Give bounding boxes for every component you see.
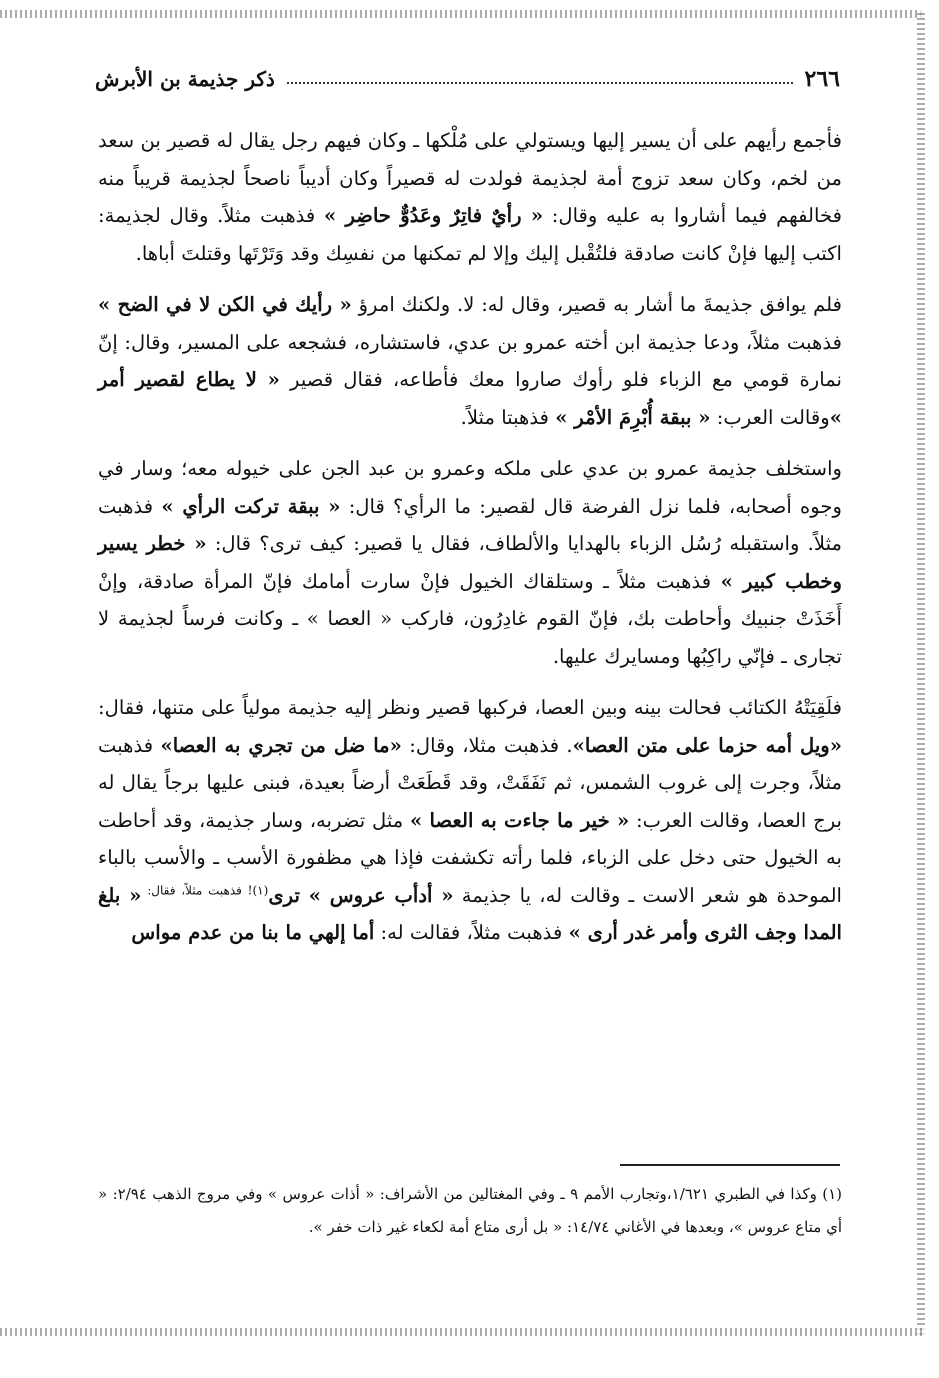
text-segment: فذهبت مثلاً ـ وستلقاك الخيول فإنْ سارت أمامك فإنّ المرأة صادقة، وإنْ أَخَذَتْ جنبيك وأحاطت بك، فإنّ القوم غادِرُون، فاركب « العصا » ـ وكانت فرساً لجذيمة لا تجارى ـ فإنّي راكِبُها ومسايرك عليها. — [98, 569, 842, 668]
text-segment: فذهبتا مثلاً. — [460, 405, 556, 429]
bottom-decorative-border — [0, 1328, 925, 1336]
text-segment: فذهبت مثلاً، وجرت إلى غروب الشمس، ثم نَفَقَتْ، وقد قَطَعَتْ أرضاً بعيدة، فبنى عليها برجاً يقال له برج العصا، وقالت العرب: — [98, 733, 842, 832]
text-segment: وقالت العرب: — [710, 405, 830, 429]
text-segment: مثل تضربه، وسار جذيمة، وقد أحاطت به الخيول حتى دخل على الزباء، فلما رأته تكشفت فإذا هي مظفورة الأسب ـ والأسب بالباء الموحدة هو شعر الاست ـ وقالت له، يا جذيمة — [98, 808, 842, 907]
footnote-marker: (١)! فذهبت مثلاً، فقال: — [141, 882, 269, 897]
proverb: « بلغ المدا وجف الثرى وأمر غدر أرى » — [98, 883, 842, 944]
proverb: « أدأب عروس » ترى — [268, 883, 454, 907]
footnote — [98, 1178, 842, 1244]
text-segment: فذهبت مثلاً. وقال لجذيمة: اكتب إليها فإنْ كانت صادقة فلتُقْبل إليك وإلا لم تمكنها من نفسِك وقد وَتَرْتَها وقتلتَ أباها. — [98, 204, 842, 265]
text-segment: . فذهبت مثلا، وقال: — [401, 733, 573, 757]
proverb: « رأيك في الكن لا في الضح » — [98, 293, 352, 316]
proverb: « خطر يسير وخطب كبير » — [98, 532, 842, 593]
paragraph — [98, 450, 842, 675]
page-header — [95, 62, 840, 96]
footnote-text: (١) وكذا في الطبري ١/٦٢١،وتجارب الأمم ٩ ـ وفي المغتالين من الأشراف: « أذات عروس » وفي مروج الذهب ٢/٩٤: « أي متاع عروس »، وبعدها في الأغاني ١٤/٧٤: « بل أرى متاع أمة لكعاء غير ذات خفر ». — [98, 1185, 843, 1236]
right-decorative-border — [917, 10, 925, 1335]
footnote-separator — [620, 1164, 840, 1166]
page-number: ٢٦٦ — [804, 66, 840, 92]
text-segment: فذهبت مثلاً، فقالت له: — [374, 921, 569, 944]
proverb: « لا يطاع لقصير أمر » — [98, 368, 842, 429]
paragraph — [98, 122, 842, 272]
text-segment: فلَقِيَتْهُ الكتائب فحالت بينه وبين العصا، فركبها قصير ونظر إليه جذيمة مولياً على متنها، فقال: — [98, 696, 842, 719]
proverb: «ويل أمه حزما على متن العصا» — [572, 733, 842, 757]
text-segment: فذهبت مثلاً، ودعا جذيمة ابن أخته عمرو بن عدي، فاستشاره، فشجعه على المسير، وقال: إنّ نمارة قومي مع الزباء فلو رأوك صاروا معك فأطاعه، فقال قصير — [98, 330, 842, 391]
proverb: « ببقة أُبْرِمَ الأمْر » — [555, 405, 711, 429]
paragraph — [98, 286, 842, 436]
body-text — [98, 122, 842, 952]
text-segment: واستخلف جذيمة عمرو بن عدي على ملكه وعمرو بن عبد الجن على خيوله معه؛ وسار في وجوه أصحابه، فلما نزل الفرضة قال لقصير: ما الرأي؟ قال: — [98, 457, 842, 518]
proverb: « خير ما جاءت به العصا » — [409, 808, 630, 832]
text-segment: فذهبت مثلاً. واستقبله رُسُل الزباء بالهدايا والألطاف، فقال يا قصير: كيف ترى؟ قال: — [98, 494, 843, 555]
proverb: «ما ضل من تجري به العصا» — [160, 733, 402, 757]
text-segment: فلم يوافق جذيمةَ ما أشار به قصير، وقال له: لا. ولكنك امرؤ — [351, 293, 843, 316]
text-segment-bold: أما إلهي ما بنا من عدم مواس — [131, 921, 375, 944]
paragraph — [98, 689, 842, 952]
header-leader-dots — [287, 82, 793, 84]
proverb: « ببقة تركت الرأي » — [161, 494, 341, 518]
running-title: ذكر جذيمة بن الأبرش — [95, 67, 275, 91]
proverb: « رأيٌ فاتِرٌ وعَدُوٌّ حاضِر » — [323, 204, 544, 227]
text-segment: فأجمع رأيهم على أن يسير إليها ويستولي على مُلْكها ـ وكان فيهم رجل يقال له قصير بن سعد من لخم، وكان سعد تزوج أمة لجذيمة فولدت له قصيراً وكان أديباً ناصحاً لجذيمة قريباً منه فخالفهم فيما أشاروا به عليه وقال: — [98, 129, 843, 227]
top-decorative-border — [0, 10, 925, 18]
